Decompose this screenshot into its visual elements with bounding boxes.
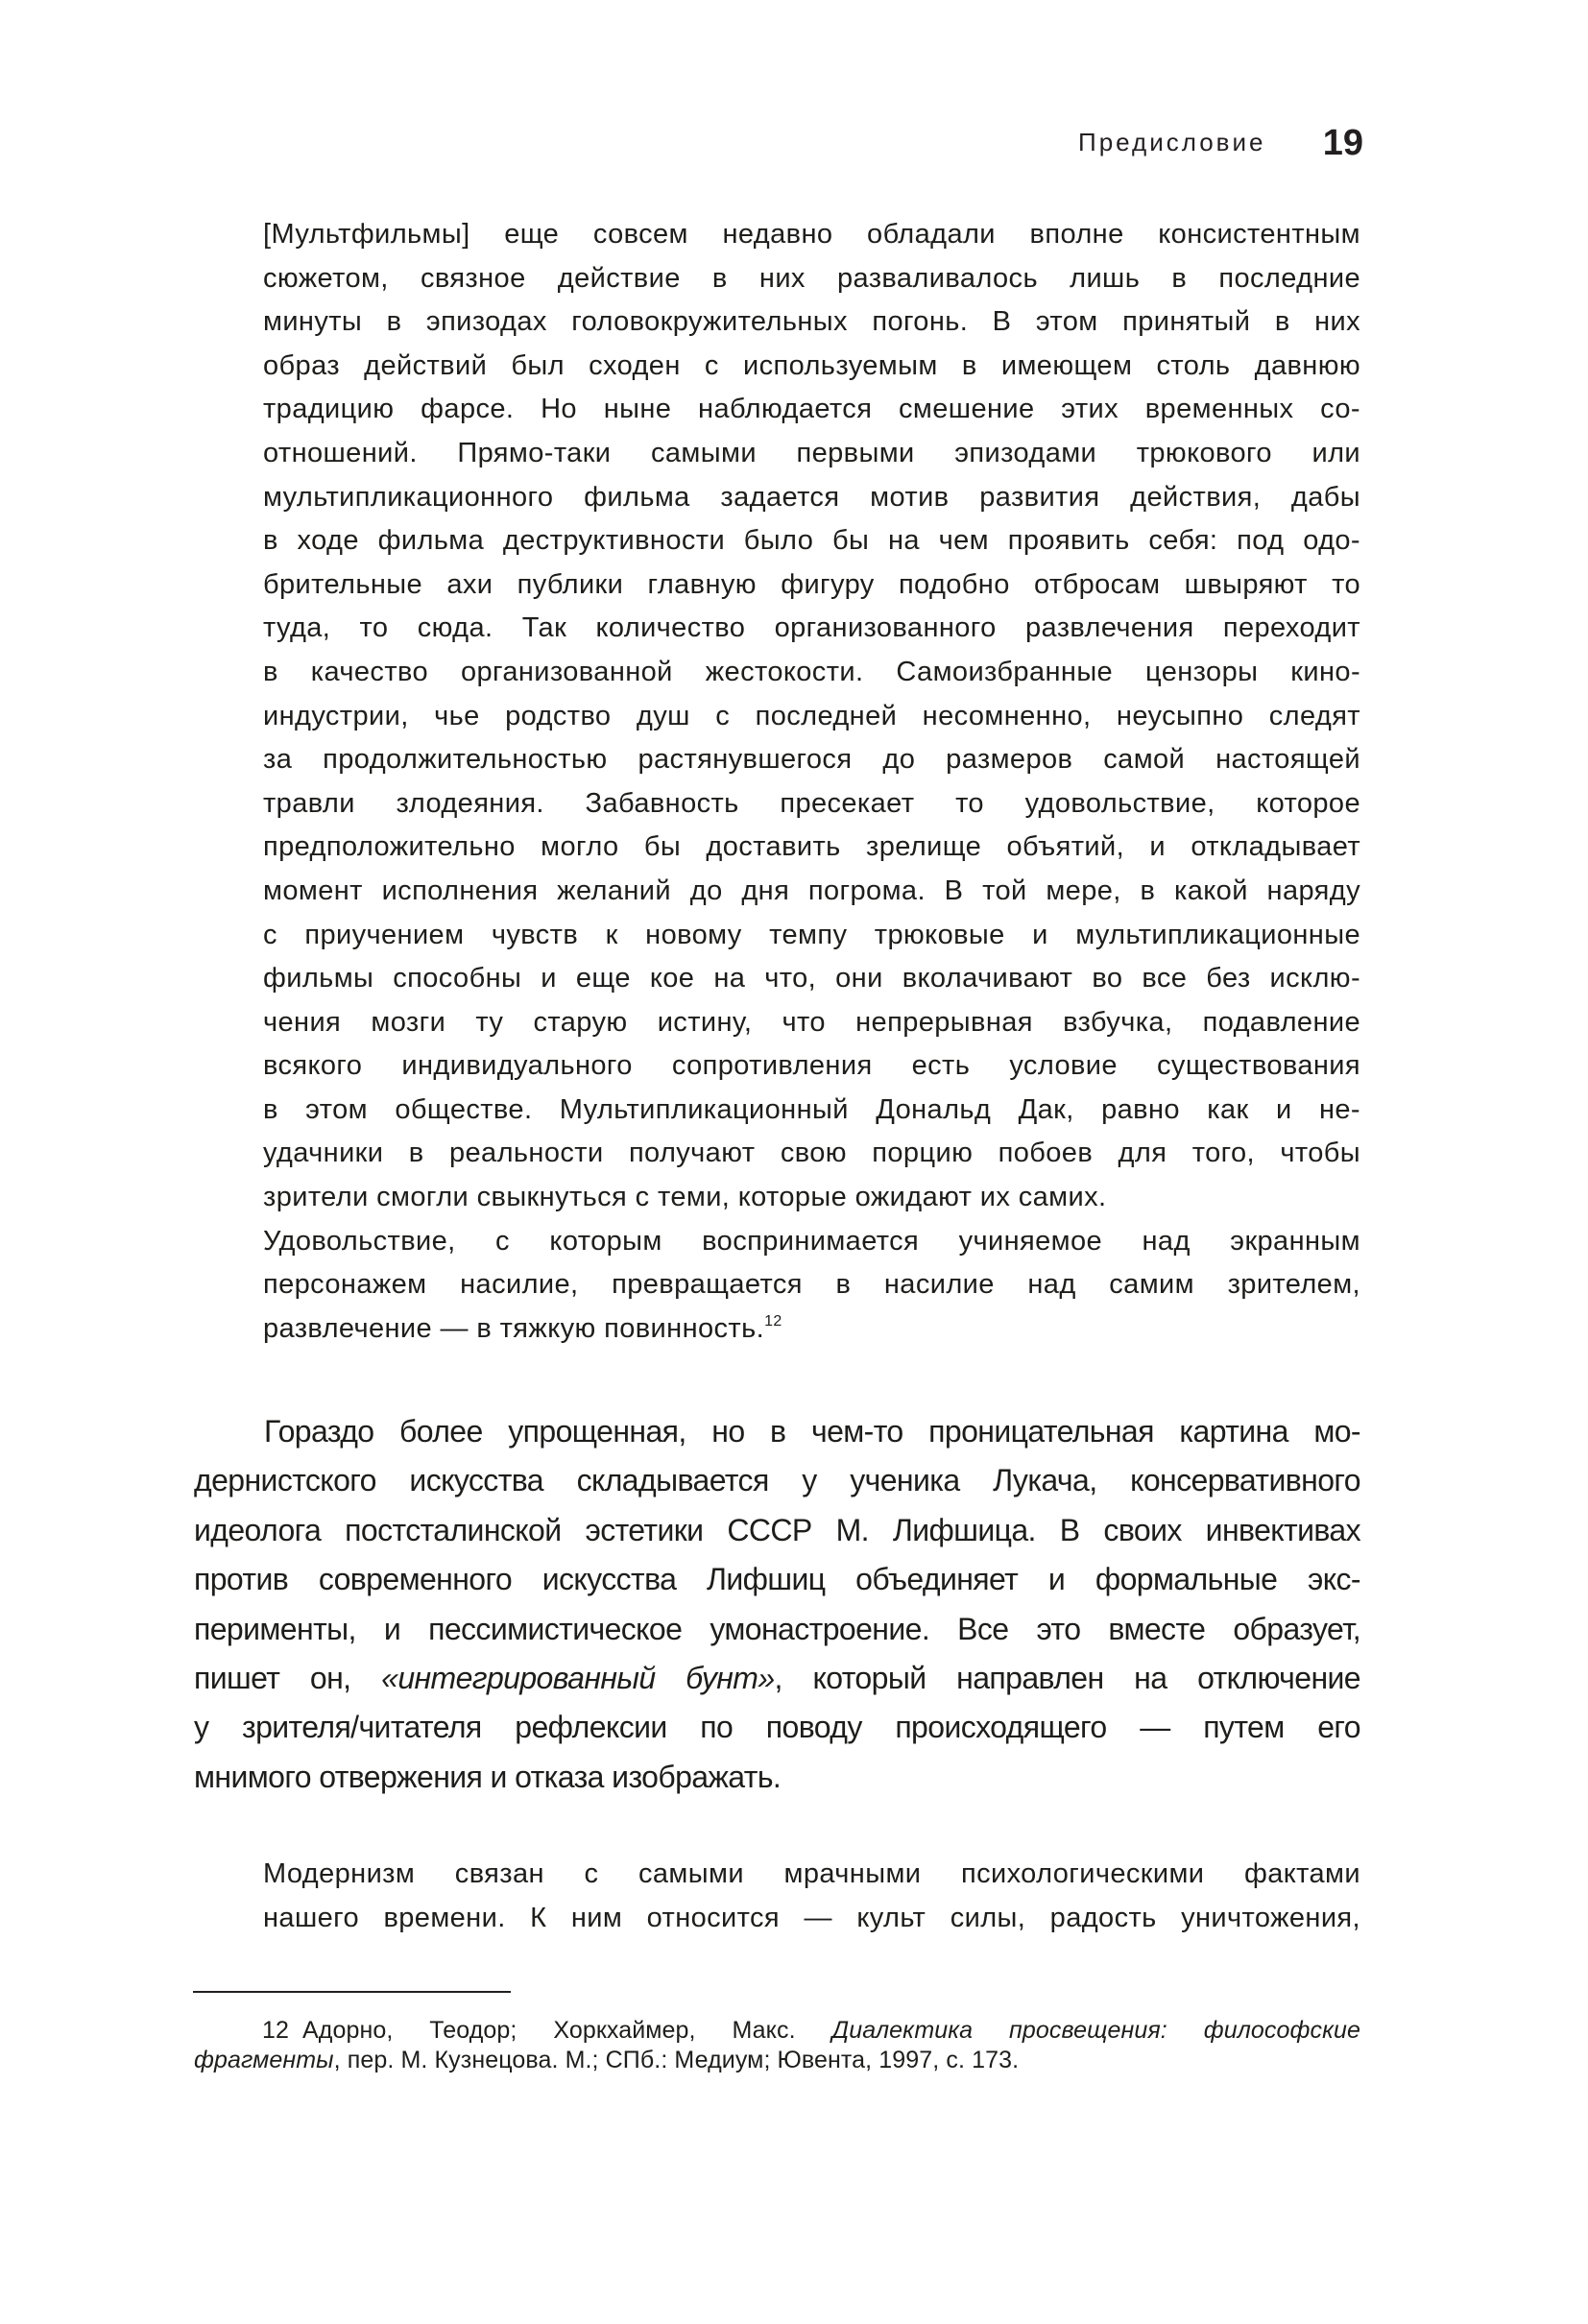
paragraph-line <box>194 1654 1360 1703</box>
body-paragraph-lifshitz <box>194 1407 1360 1802</box>
quote-line: всякого индивидуального сопротивления есть условие существования <box>263 1050 1360 1082</box>
quote-line: образ действий был сходен с используемым в имеющем столь давнюю <box>263 349 1360 381</box>
quote-line: брительные ахи публики главную фигуру подобно отбросам швыряют то <box>263 568 1360 600</box>
paragraph-line: у зрителя/читателя рефлексии по поводу происходящего — путем его <box>194 1710 1360 1745</box>
footnote-publication: , пер. М. Кузнецова. М.; СПб.: Медиум; Ювента, 1997, с. 173. <box>333 2047 1020 2073</box>
quote-line: предположительно могло бы доставить зрелище объятий, и откладывает <box>263 831 1360 863</box>
quote-line: минуты в эпизодах головокружительных погонь. В этом принятый в них <box>263 306 1360 338</box>
page-number: 19 <box>1322 123 1363 163</box>
paragraph-line: против современного искусства Лифшиц объединяет и формальные экс- <box>194 1562 1360 1597</box>
paragraph-line: мнимого отвержения и отказа изображать. <box>194 1759 782 1794</box>
quote-line: с приучением чувств к новому темпу трюковые и мультипликационные <box>263 919 1360 950</box>
footnote-line <box>194 2046 1360 2075</box>
quote-last-line <box>263 1307 1360 1352</box>
paragraph-line: перименты, и пессимистическое умонастроение. Все это вместе образует, <box>194 1611 1360 1646</box>
quote-line: туда, то сюда. Так количество организованного развлечения переходит <box>263 612 1360 644</box>
quote-line: зрители смогли свыкнуться с теми, которые ожидают их самих. <box>263 1182 1107 1213</box>
quote-line: персонажем насилие, превращается в насилие над самим зрителем, <box>263 1269 1360 1301</box>
block-quote-adorno-horkheimer <box>263 213 1360 1351</box>
footnote-reference[interactable]: 12 <box>764 1312 782 1330</box>
running-header <box>1056 123 1363 171</box>
quote-line: в ходе фильма деструктивности было бы на чем проявить себя: под одо- <box>263 525 1360 557</box>
footnote-authors: Адорно, Теодор; Хоркхаймер, Макс. <box>302 2017 832 2044</box>
quote-line: удачники в реальности получают свою порцию побоев для того, чтобы <box>263 1138 1360 1169</box>
italic-quote-integrated-revolt: «интегрированный бунт» <box>381 1661 775 1696</box>
quote-line-text: развлечение — в тяжкую повинность. <box>263 1312 765 1344</box>
footnote-title: Диалектика просвещения: философские <box>831 2017 1361 2044</box>
quote-line: момент исполнения желаний до дня погрома. В той мере, в какой наряду <box>263 874 1360 906</box>
quote-line: чения мозги ту старую истину, что непрерывная взбучка, подавление <box>263 1006 1360 1038</box>
quote-line: нашего времени. К ним относится — культ силы, радость уничтожения, <box>263 1902 1360 1933</box>
quote-line: за продолжительностью растянувшегося до размеров самой настоящей <box>263 744 1360 776</box>
quote-line: фильмы способны и еще кое на что, они вколачивают во все без исклю- <box>263 963 1360 994</box>
quote-line: Модернизм связан с самыми мрачными психологическими фактами <box>263 1858 1360 1889</box>
quote-line: мультипликационного фильма задается мотив развития действия, дабы <box>263 481 1360 513</box>
quote-line: [Мультфильмы] еще совсем недавно обладали вполне консистентным <box>263 219 1360 250</box>
quote-line: травли злодеяния. Забавность пресекает то удовольствие, которое <box>263 787 1360 819</box>
block-quote-lifshitz <box>263 1853 1360 1940</box>
paragraph-text: пишет он, <box>194 1661 382 1696</box>
quote-line: индустрии, чье родство душ с последней несомненно, неусыпно следят <box>263 700 1360 731</box>
quote-line: отношений. Прямо-таки самыми первыми эпизодами трюкового или <box>263 437 1360 468</box>
paragraph-line: Гораздо более упрощенная, но в чем-то проницательная картина мо- <box>264 1414 1360 1449</box>
footnote-separator <box>193 1991 511 1993</box>
quote-line: Удовольствие, с которым воспринимается учиняемое над экранным <box>263 1225 1360 1257</box>
paragraph-line: дернистского искусства складывается у ученика Лукача, консервативного <box>194 1463 1360 1498</box>
quote-line: сюжетом, связное действие в них разваливалось лишь в последние <box>263 262 1360 294</box>
running-title: Предисловие <box>1078 128 1266 156</box>
quote-line: традицию фарсе. Но ныне наблюдается смешение этих временных со- <box>263 394 1360 425</box>
paragraph-line: идеолога постсталинской эстетики СССР М. Лифшица. В своих инвективах <box>194 1512 1360 1547</box>
footnote-12 <box>194 2016 1360 2075</box>
footnote-title-cont: фрагменты <box>194 2047 334 2073</box>
quote-line: в качество организованной жестокости. Самоизбранные цензоры кино- <box>263 656 1360 687</box>
footnote-number: 12 <box>262 2017 290 2044</box>
quote-line: в этом обществе. Мультипликационный Дональд Дак, равно как и не- <box>263 1093 1360 1125</box>
paragraph-text: , который направлен на отключение <box>774 1661 1360 1696</box>
footnote-line <box>194 2016 1360 2046</box>
